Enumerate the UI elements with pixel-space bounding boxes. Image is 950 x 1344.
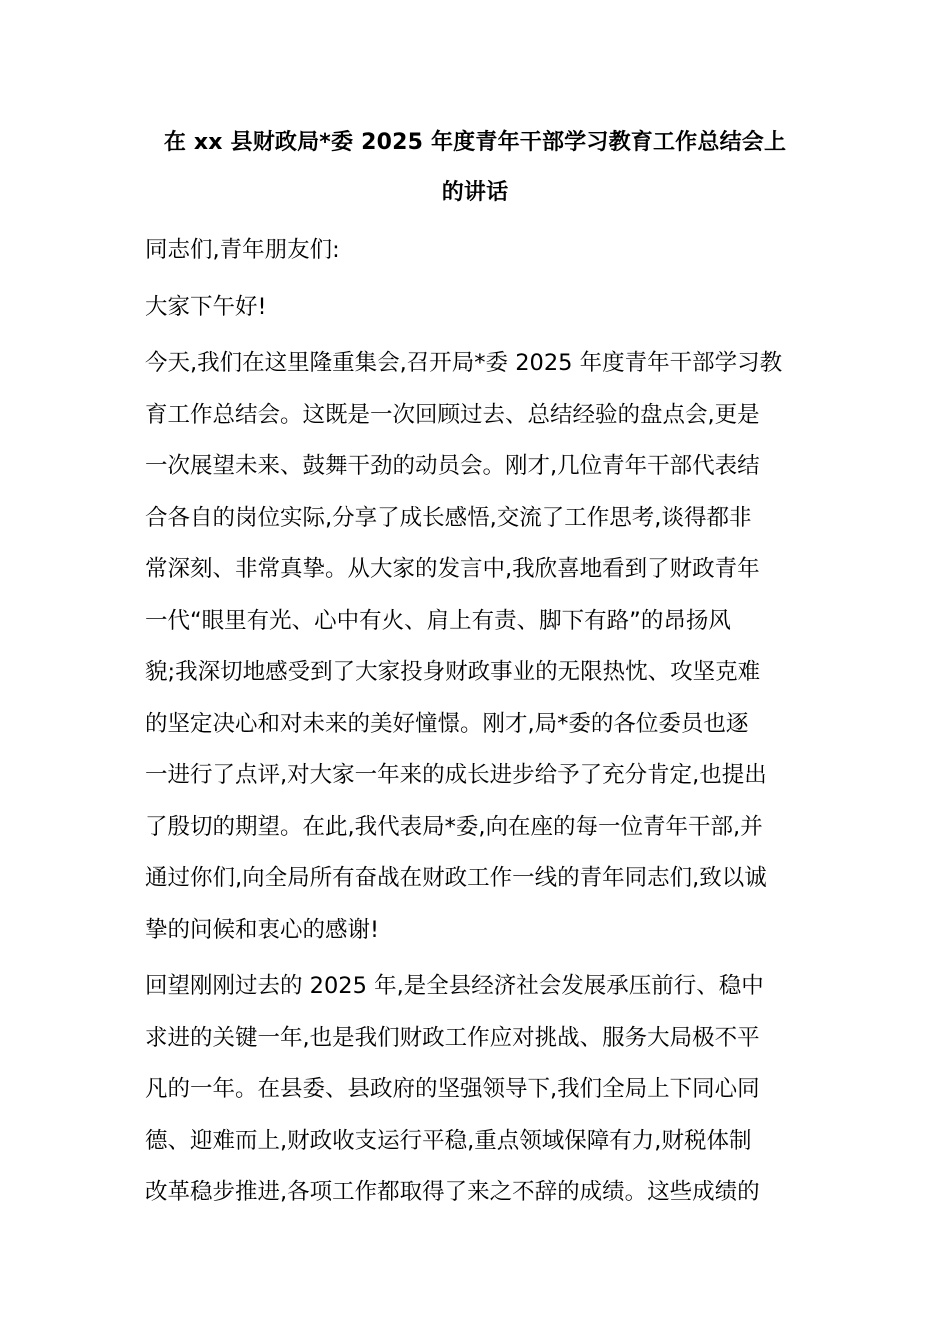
- text-line: 一代“眼里有光、心中有火、肩上有责、脚下有路”的昂扬风: [145, 607, 731, 634]
- opening-paragraph: [145, 338, 807, 956]
- text-line: 常深刻、非常真挚。从大家的发言中,我欣喜地看到了财政青年: [145, 556, 760, 582]
- text-line: 育工作总结会。这既是一次回顾过去、总结经验的盘点会,更是: [145, 401, 760, 428]
- title-line: 的讲话: [441, 180, 509, 205]
- text-line: 求进的关键一年,也是我们财政工作应对挑战、服务大局极不平: [145, 1024, 760, 1051]
- text-line: 貌;我深切地感受到了大家投身财政事业的无限热忱、攻坚克难: [145, 659, 761, 685]
- review-paragraph: [145, 961, 807, 1219]
- text-line: 了殷切的期望。在此,我代表局*委,向在座的每一位青年干部,并: [145, 813, 763, 840]
- text-line: 同志们,青年朋友们:: [145, 237, 340, 263]
- greeting-paragraph: [145, 282, 807, 334]
- text-line: 德、迎难而上,财政收支运行平稳,重点领域保障有力,财税体制: [145, 1127, 752, 1154]
- title-line: 在 xx 县财政局*委 2025 年度青年干部学习教育工作总结会上: [163, 130, 787, 155]
- document-body: [145, 225, 807, 1219]
- text-line: 一次展望未来、鼓舞干劲的动员会。刚才,几位青年干部代表结: [145, 453, 760, 479]
- text-line: 合各自的岗位实际,分享了成长感悟,交流了工作思考,谈得都非: [145, 504, 752, 531]
- salutation-paragraph: [145, 225, 807, 277]
- text-line: 挚的问候和衷心的感谢!: [145, 916, 380, 943]
- text-line: 大家下午好!: [145, 293, 267, 320]
- text-line: 回望刚刚过去的 2025 年,是全县经济社会发展承压前行、稳中: [145, 973, 764, 999]
- text-line: 改革稳步推进,各项工作都取得了来之不辞的成绩。这些成绩的: [145, 1179, 760, 1205]
- text-line: 的坚定决心和对未来的美好憧憬。刚才,局*委的各位委员也逐: [145, 710, 749, 737]
- text-line: 通过你们,向全局所有奋战在财政工作一线的青年同志们,致以诚: [145, 865, 767, 891]
- document-title: [145, 118, 805, 218]
- text-line: 凡的一年。在县委、县政府的坚强领导下,我们全局上下同心同: [145, 1076, 760, 1102]
- text-line: 一进行了点评,对大家一年来的成长进步给予了充分肯定,也提出: [145, 762, 767, 788]
- text-line: 今天,我们在这里隆重集会,召开局*委 2025 年度青年干部学习教: [145, 350, 783, 376]
